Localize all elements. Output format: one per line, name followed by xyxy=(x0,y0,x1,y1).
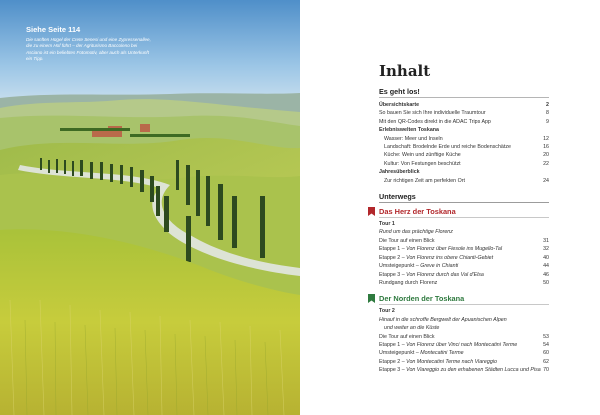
contents-page xyxy=(300,0,600,415)
toc-row[interactable] xyxy=(379,118,549,126)
toc-page-number: 70 xyxy=(543,367,549,374)
bookmark-icon xyxy=(368,207,375,216)
section-heading-start: Es geht los! xyxy=(379,87,420,96)
toc-entry-detail: – Montecatini Terme xyxy=(414,350,464,357)
toc-entry-label: Etappe 2 xyxy=(379,358,401,365)
toc-entry-detail: – Von Florenz über Fiesole ins Mugello-Tal xyxy=(400,246,502,253)
toc-row[interactable] xyxy=(379,245,549,253)
toc-page-number: 32 xyxy=(543,246,549,253)
tour-label: Tour 1 xyxy=(379,221,395,228)
toc-page-number: 24 xyxy=(543,177,549,184)
toc-row[interactable] xyxy=(379,237,549,245)
bookmark-icon xyxy=(368,294,375,303)
toc-page-number: 9 xyxy=(546,118,549,125)
toc-entry-text: Jahresüberblick xyxy=(379,169,420,176)
toc-page-number: 60 xyxy=(543,350,549,357)
toc-row[interactable] xyxy=(379,349,549,357)
toc-row[interactable] xyxy=(379,358,549,366)
toc-entry-detail: – Greve in Chianti xyxy=(414,263,459,270)
tour-subtitle: und weiter an die Küste xyxy=(384,325,440,332)
toc-entry-text: Küche: Wein und zünftige Küche xyxy=(384,152,461,159)
toc-entry-detail: – Von Montecatini Terme nach Viareggio xyxy=(400,358,497,365)
toc-page-number: 53 xyxy=(543,333,549,340)
toc-page-number: 50 xyxy=(543,279,549,286)
toc-entry-detail: – Von Florenz über Vinci nach Montecatini Terme xyxy=(400,341,518,348)
tour-2-name: Der Norden der Toskana xyxy=(379,294,465,304)
photo-caption xyxy=(26,25,154,63)
toc-page-number: 2 xyxy=(546,102,549,108)
tour-1-heading[interactable] xyxy=(379,207,549,216)
toc-page-number: 40 xyxy=(543,254,549,261)
toc-entry-text: Mit den QR-Codes direkt in die ADAC Trips App xyxy=(379,118,491,125)
toc-entry-text: Kultur: Von Festungen beschützt xyxy=(384,160,461,167)
toc-entry-label: Etappe 1 xyxy=(379,246,401,253)
toc-row[interactable] xyxy=(379,101,549,109)
toc-row[interactable] xyxy=(379,254,549,262)
toc-row xyxy=(379,126,549,134)
toc-entry-detail: – Von Florenz durch das Val d'Elsa xyxy=(400,271,484,278)
toc-row[interactable] xyxy=(379,366,549,374)
toc-entry-text: Zur richtigen Zeit am perfekten Ort xyxy=(384,177,465,184)
divider xyxy=(379,97,549,98)
tour-subtitle: Rund um das prächtige Florenz xyxy=(379,229,453,236)
toc-entry-text: Wasser: Meer und Inseln xyxy=(384,135,443,142)
toc-page-number: 16 xyxy=(543,144,549,151)
toc-row[interactable] xyxy=(379,262,549,270)
toc-page-number: 62 xyxy=(543,358,549,365)
divider xyxy=(379,202,549,203)
toc-entry-label: Etappe 3 xyxy=(379,367,401,374)
toc-entry-label: Etappe 1 xyxy=(379,341,401,348)
toc-row[interactable] xyxy=(379,341,549,349)
toc-entry-text: Landschaft: Brodelnde Erde und reiche Bodenschätze xyxy=(384,144,511,151)
caption-body: Die sanften Hügel der Crete Senesi und eine Zypressenallee, die zu einem Hof führt – der Agriturismo Baccoleno bei Asciano ist ein beliebtes Fotomotiv, aber auch als Unterkunft ein Tipp. xyxy=(26,37,151,62)
toc-row[interactable] xyxy=(379,151,549,159)
toc-row[interactable] xyxy=(379,177,549,185)
toc-entry-label: Rundgang durch Florenz xyxy=(379,279,438,286)
toc-row[interactable] xyxy=(379,279,549,287)
page-title: Inhalt xyxy=(379,62,431,80)
toc-row[interactable] xyxy=(379,271,549,279)
tour-1-name: Das Herz der Toskana xyxy=(379,207,456,217)
toc-page-number: 46 xyxy=(543,271,549,278)
toc-page-number: 20 xyxy=(543,152,549,159)
toc-page-number: 54 xyxy=(543,341,549,348)
toc-row[interactable] xyxy=(379,109,549,117)
toc-page-number: 44 xyxy=(543,263,549,270)
toc-page-number: 8 xyxy=(546,110,549,117)
toc-row[interactable] xyxy=(379,333,549,341)
tour-subtitle: Hinauf in die schroffe Bergwelt der Apuanischen Alpen xyxy=(379,316,507,323)
caption-title: Siehe Seite 114 xyxy=(26,25,81,34)
toc-entry-label: Umsteigepunkt xyxy=(379,350,415,357)
toc-page-number: 12 xyxy=(543,135,549,142)
toc-entry-label: Etappe 3 xyxy=(379,271,401,278)
toc-page-number: 22 xyxy=(543,160,549,167)
toc-row[interactable] xyxy=(379,143,549,151)
toc-entry-text: Erlebniswelten Toskana xyxy=(379,127,439,134)
toc-entry-label: Etappe 2 xyxy=(379,254,401,261)
toc-entry-detail: – Von Viareggio zu den erhabenen Städten Lucca und Pisa xyxy=(400,367,541,374)
toc-row xyxy=(379,168,549,176)
toc-entry-label: Die Tour auf einen Blick xyxy=(379,237,435,244)
toc-entry-detail: – Von Florenz ins obere Chianti-Gebiet xyxy=(400,254,494,261)
tour-label: Tour 2 xyxy=(379,308,395,315)
section-heading-unterwegs: Unterwegs xyxy=(379,192,416,202)
toc-entry-text: So bauen Sie sich Ihre individuelle Traumtour xyxy=(379,110,486,117)
toc-entry-label: Die Tour auf einen Blick xyxy=(379,333,435,340)
divider xyxy=(379,304,549,305)
toc-entry-text: Übersichtskarte xyxy=(379,102,420,108)
toc-row[interactable] xyxy=(379,160,549,168)
toc-page-number: 31 xyxy=(543,237,549,244)
divider xyxy=(379,217,549,218)
toc-row[interactable] xyxy=(379,135,549,143)
tour-2-heading[interactable] xyxy=(379,294,549,303)
toc-entry-label: Umsteigepunkt xyxy=(379,263,415,270)
table-of-contents xyxy=(379,62,549,375)
